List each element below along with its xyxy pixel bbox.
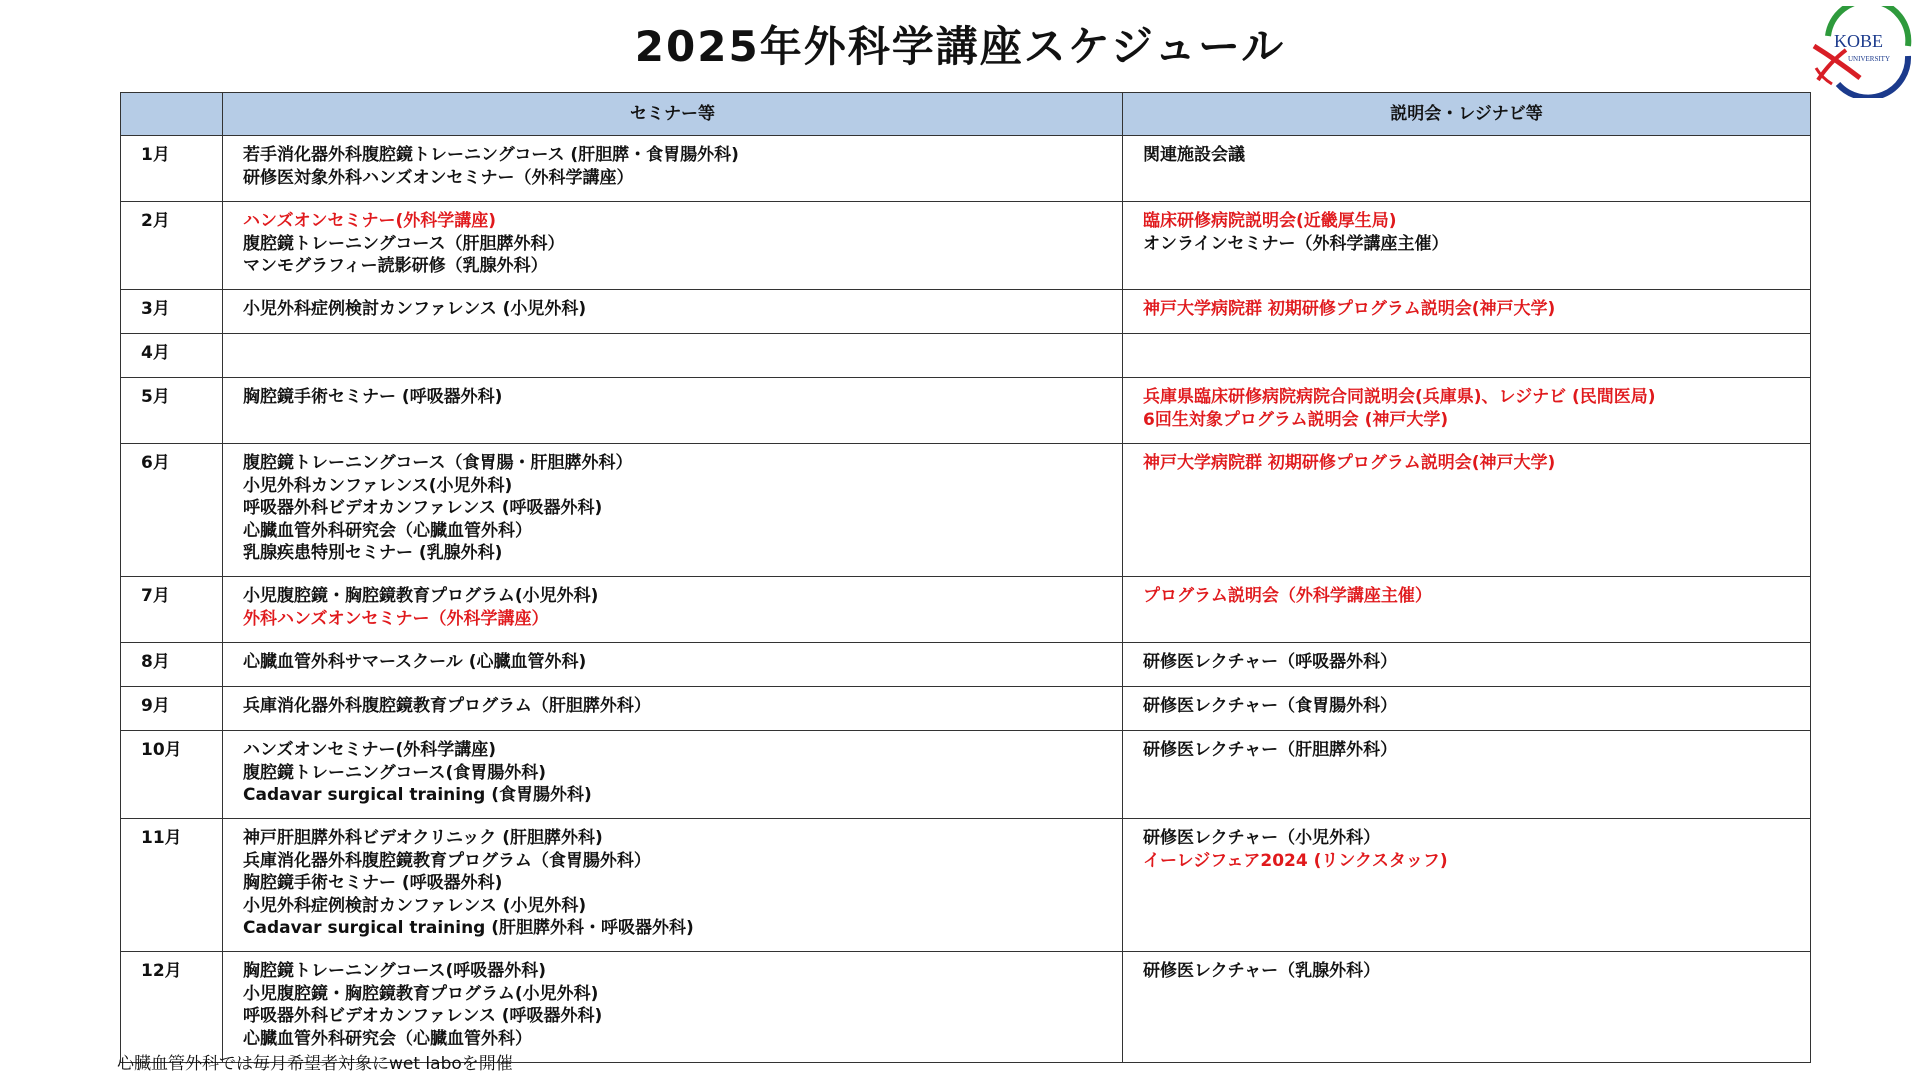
seminar-cell [223, 819, 1123, 952]
seminar-item: ハンズオンセミナー(外科学講座) [243, 211, 497, 231]
table-row [121, 444, 1811, 577]
table-row [121, 643, 1811, 687]
header-events: 説明会・レジナビ等 [1123, 93, 1811, 136]
seminar-cell [223, 334, 1123, 378]
seminar-item: 呼吸器外科ビデオカンファレンス (呼吸器外科) [243, 498, 603, 518]
seminar-item: 心臓血管外科研究会（心臓血管外科） [243, 520, 532, 541]
table-row [121, 577, 1811, 643]
month-cell: 4月 [121, 334, 223, 378]
event-cell [1123, 444, 1811, 577]
event-cell [1123, 687, 1811, 731]
seminar-item: 腹腔鏡トレーニングコース(食胃腸外科) [243, 762, 547, 783]
table-row [121, 334, 1811, 378]
event-item: 関連施設会議 [1143, 145, 1245, 165]
page-title: 2025年外科学講座スケジュール [634, 22, 1286, 71]
event-item: 研修医レクチャー（食胃腸外科） [1143, 696, 1398, 716]
seminar-item: 胸腔鏡手術セミナー (呼吸器外科) [243, 387, 503, 407]
seminar-item: 呼吸器外科ビデオカンファレンス (呼吸器外科) [243, 1006, 603, 1026]
event-item: 兵庫県臨床研修病院病院合同説明会(兵庫県)、レジナビ (民間医局) [1143, 387, 1656, 407]
seminar-item: ハンズオンセミナー(外科学講座) [243, 740, 497, 760]
seminar-cell [223, 378, 1123, 444]
seminar-item: Cadavar surgical training (食胃腸外科) [243, 785, 592, 805]
seminar-item: 胸腔鏡トレーニングコース(呼吸器外科) [243, 961, 547, 981]
seminar-item: 乳腺疾患特別セミナー (乳腺外科) [243, 543, 503, 563]
event-item: 研修医レクチャー（呼吸器外科） [1143, 652, 1398, 672]
event-cell [1123, 819, 1811, 952]
month-cell: 1月 [121, 136, 223, 202]
seminar-cell [223, 952, 1123, 1063]
table-row [121, 378, 1811, 444]
event-item: 6回生対象プログラム説明会 (神戸大学) [1143, 409, 1449, 430]
seminar-cell [223, 577, 1123, 643]
table-header-row [121, 93, 1811, 136]
event-item: オンラインセミナー（外科学講座主催） [1143, 233, 1449, 254]
table-row [121, 202, 1811, 290]
header-month [121, 93, 223, 136]
seminar-cell [223, 290, 1123, 334]
seminar-cell [223, 444, 1123, 577]
seminar-cell [223, 687, 1123, 731]
seminar-item: 胸腔鏡手術セミナー (呼吸器外科) [243, 873, 503, 893]
event-cell [1123, 731, 1811, 819]
table-row [121, 819, 1811, 952]
seminar-cell [223, 202, 1123, 290]
logo-subtitle: UNIVERSITY [1848, 55, 1890, 63]
event-item: 研修医レクチャー（乳腺外科） [1143, 961, 1381, 981]
month-cell: 5月 [121, 378, 223, 444]
event-cell [1123, 136, 1811, 202]
month-cell: 9月 [121, 687, 223, 731]
seminar-item: 心臓血管外科研究会（心臓血管外科） [243, 1028, 532, 1049]
month-cell: 6月 [121, 444, 223, 577]
event-cell [1123, 334, 1811, 378]
footnote: 心臓血管外科では毎月希望者対象にwet laboを開催 [117, 1054, 513, 1074]
seminar-item: 外科ハンズオンセミナー（外科学講座） [243, 608, 549, 629]
month-cell: 11月 [121, 819, 223, 952]
seminar-item: 研修医対象外科ハンズオンセミナー（外科学講座） [243, 167, 634, 188]
event-item: 研修医レクチャー（小児外科） [1143, 828, 1381, 848]
seminar-item: 小児外科カンファレンス(小児外科) [243, 475, 513, 496]
event-item: 研修医レクチャー（肝胆膵外科） [1143, 740, 1398, 760]
header-seminars: セミナー等 [223, 93, 1123, 136]
table-row [121, 290, 1811, 334]
seminar-cell [223, 731, 1123, 819]
month-cell: 12月 [121, 952, 223, 1063]
table-row [121, 952, 1811, 1063]
event-cell [1123, 952, 1811, 1063]
event-cell [1123, 643, 1811, 687]
logo-wordmark: KOBE [1834, 31, 1883, 51]
month-cell: 8月 [121, 643, 223, 687]
seminar-cell [223, 643, 1123, 687]
event-item: 神戸大学病院群 初期研修プログラム説明会(神戸大学) [1143, 299, 1556, 319]
seminar-item: 小児外科症例検討カンファレンス (小児外科) [243, 895, 587, 916]
event-cell [1123, 577, 1811, 643]
seminar-item: 小児腹腔鏡・胸腔鏡教育プログラム(小児外科) [243, 586, 599, 606]
seminar-item: 兵庫消化器外科腹腔鏡教育プログラム（食胃腸外科） [243, 850, 651, 871]
event-item: 臨床研修病院説明会(近畿厚生局) [1143, 211, 1397, 231]
month-cell: 2月 [121, 202, 223, 290]
kobe-university-logo [1808, 6, 1918, 98]
seminar-cell [223, 136, 1123, 202]
event-cell [1123, 378, 1811, 444]
event-item: イーレジフェア2024 (リンクスタッフ) [1143, 850, 1448, 871]
table-row [121, 136, 1811, 202]
table-row [121, 731, 1811, 819]
seminar-item: 心臓血管外科サマースクール (心臓血管外科) [243, 652, 587, 672]
seminar-item: 小児外科症例検討カンファレンス (小児外科) [243, 299, 587, 319]
table-row [121, 687, 1811, 731]
month-cell: 7月 [121, 577, 223, 643]
event-item: 神戸大学病院群 初期研修プログラム説明会(神戸大学) [1143, 453, 1556, 473]
month-cell: 10月 [121, 731, 223, 819]
seminar-item: Cadavar surgical training (肝胆膵外科・呼吸器外科) [243, 918, 694, 938]
seminar-item: 若手消化器外科腹腔鏡トレーニングコース (肝胆膵・食胃腸外科) [243, 145, 739, 165]
seminar-item: 腹腔鏡トレーニングコース（食胃腸・肝胆膵外科） [243, 453, 633, 473]
seminar-item: 腹腔鏡トレーニングコース（肝胆膵外科） [243, 233, 565, 254]
event-cell [1123, 290, 1811, 334]
event-item: プログラム説明会（外科学講座主催） [1143, 586, 1432, 606]
seminar-item: 兵庫消化器外科腹腔鏡教育プログラム（肝胆膵外科） [243, 696, 651, 716]
seminar-item: 神戸肝胆膵外科ビデオクリニック (肝胆膵外科) [243, 828, 603, 848]
month-cell: 3月 [121, 290, 223, 334]
seminar-item: マンモグラフィー読影研修（乳腺外科） [243, 256, 548, 276]
schedule-table [120, 92, 1811, 1063]
seminar-item: 小児腹腔鏡・胸腔鏡教育プログラム(小児外科) [243, 983, 599, 1004]
event-cell [1123, 202, 1811, 290]
